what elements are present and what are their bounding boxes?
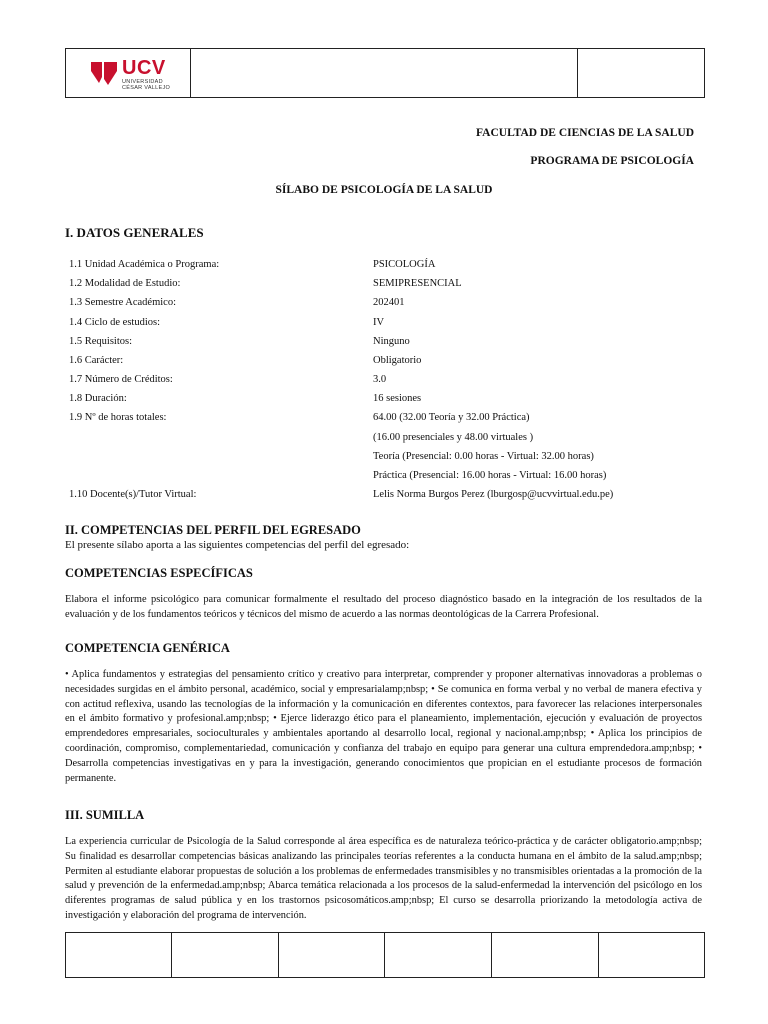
footer-divider — [171, 933, 172, 977]
generic-competency-text: • Aplica fundamentos y estrategias del pensamiento crítico y creativo para interpretar, comprender y proponer alternativas innovadoras a problemas o necesidades surgidas en el ámbito personal, académico, social y empresarialamp;nbsp; • Se comunica en forma verbal y no verbal de manera efectiva y con actitud reflexiva, usando las tecnologías de la información y la comunicación en diferentes contextos, para favorecer las relaciones interpersonales en el ámbito formativo y profesional.amp;nbsp; • Ejerce liderazgo ético para el planeamiento, implementación, ejecución y evaluación de proyectos emprendedores empresariales, socioculturales y ambientales aportando al desarrollo local, regional y nacional.amp;nbsp; • Aplica los principios de coordinación, compromiso, complementariedad, comunicación y confianza del trabajo en equipo para generar una cultura emprendedora.amp;nbsp; • Desarrolla competencias investigativas en y para la investigación, generando conocimientos que propician en el estudiante procesos de formación permanente. — [65, 669, 702, 784]
data-value: Teoría (Presencial: 0.00 horas - Virtual: 32.00 horas) — [373, 451, 594, 462]
data-value: Práctica (Presencial: 16.00 horas - Virtual: 16.00 horas) — [373, 470, 607, 481]
data-value: 3.0 — [373, 374, 387, 385]
data-value: IV — [373, 317, 385, 328]
data-value: Obligatorio — [373, 355, 422, 366]
data-value: Lelis Norma Burgos Perez (lburgosp@ucvvirtual.edu.pe) — [373, 489, 614, 500]
data-label: 1.1 Unidad Académica o Programa: — [69, 259, 220, 270]
logo-wordmark: UCV — [122, 57, 166, 79]
data-label: 1.5 Requisitos: — [69, 336, 133, 347]
data-label: 1.4 Ciclo de estudios: — [69, 317, 160, 328]
specific-competencies-text: Elabora el informe psicológico para comunicar formalmente el resultado del proceso diagnóstico basado en la integración de los resultados de la evaluación y de los fundamentos teóricos y técnicos del mismo de acuerdo a las normas deontológicas de la Carrera Profesional. — [65, 594, 702, 620]
footer-divider — [278, 933, 279, 977]
header-table — [65, 48, 705, 98]
section-3-title: III. SUMILLA — [65, 808, 145, 822]
header-divider-2 — [577, 49, 578, 97]
faculty-heading: FACULTAD DE CIENCIAS DE LA SALUD — [475, 127, 694, 139]
data-value: 64.00 (32.00 Teoría y 32.00 Práctica) — [373, 412, 530, 423]
program-heading: PROGRAMA DE PSICOLOGÍA — [530, 155, 694, 167]
section-2-intro: El presente sílabo aporta a las siguientes competencias del perfil del egresado: — [65, 539, 410, 551]
syllabus-title: SÍLABO DE PSICOLOGÍA DE LA SALUD — [275, 184, 493, 196]
data-label: 1.8 Duración: — [69, 393, 127, 404]
ucv-logo — [90, 57, 170, 91]
data-value: 202401 — [373, 297, 405, 308]
data-label: 1.3 Semestre Académico: — [69, 297, 177, 308]
generic-competency-title: COMPETENCIA GENÉRICA — [65, 641, 230, 655]
sumilla-text: La experiencia curricular de Psicología de la Salud corresponde al área específica es de naturaleza teórico-práctica y de carácter obligatorio.amp;nbsp; Su finalidad es desarrollar competencias básicas analizando las principales teorías referentes a la conducta humana en el ámbito de la salud.amp;nbsp; Permiten al estudiante elaborar propuestas de solución a los problemas de enfermedades transmisibles y no transmisibles orientadas a la promoción de la salud y prevención de la enfermedad.amp;nbsp; Abarca temática relacionada a los procesos de la salud-enfermedad la intervención del psicólogo en los diferentes programas de salud pública y en los trastornos psicosomáticos.amp;nbsp; El curso se desarrolla priorizando la metodología activa de investigación y elaboración del programa de intervención. — [65, 836, 702, 921]
footer-divider — [598, 933, 599, 977]
logo-sub-2: CÉSAR VALLEJO — [122, 85, 171, 91]
data-value: SEMIPRESENCIAL — [373, 278, 462, 289]
ucv-shield-icon — [90, 59, 118, 89]
footer-table — [65, 932, 705, 978]
section-2-title: II. COMPETENCIAS DEL PERFIL DEL EGRESADO — [65, 523, 361, 537]
data-value: 16 sesiones — [373, 393, 422, 404]
data-value: (16.00 presenciales y 48.00 virtuales ) — [373, 432, 534, 443]
data-label: 1.2 Modalidad de Estudio: — [69, 278, 181, 289]
data-label: 1.6 Carácter: — [69, 355, 124, 366]
data-label: 1.9 Nº de horas totales: — [69, 412, 167, 423]
data-value: Ninguno — [373, 336, 410, 347]
header-divider-1 — [190, 49, 191, 97]
data-value: PSICOLOGÍA — [373, 259, 436, 270]
section-1-title: I. DATOS GENERALES — [65, 225, 204, 240]
logo-sub-1: UNIVERSIDAD — [122, 79, 163, 85]
data-label: 1.10 Docente(s)/Tutor Virtual: — [69, 489, 197, 500]
footer-divider — [491, 933, 492, 977]
data-label: 1.7 Número de Créditos: — [69, 374, 173, 385]
specific-competencies-title: COMPETENCIAS ESPECÍFICAS — [65, 566, 253, 580]
footer-divider — [384, 933, 385, 977]
